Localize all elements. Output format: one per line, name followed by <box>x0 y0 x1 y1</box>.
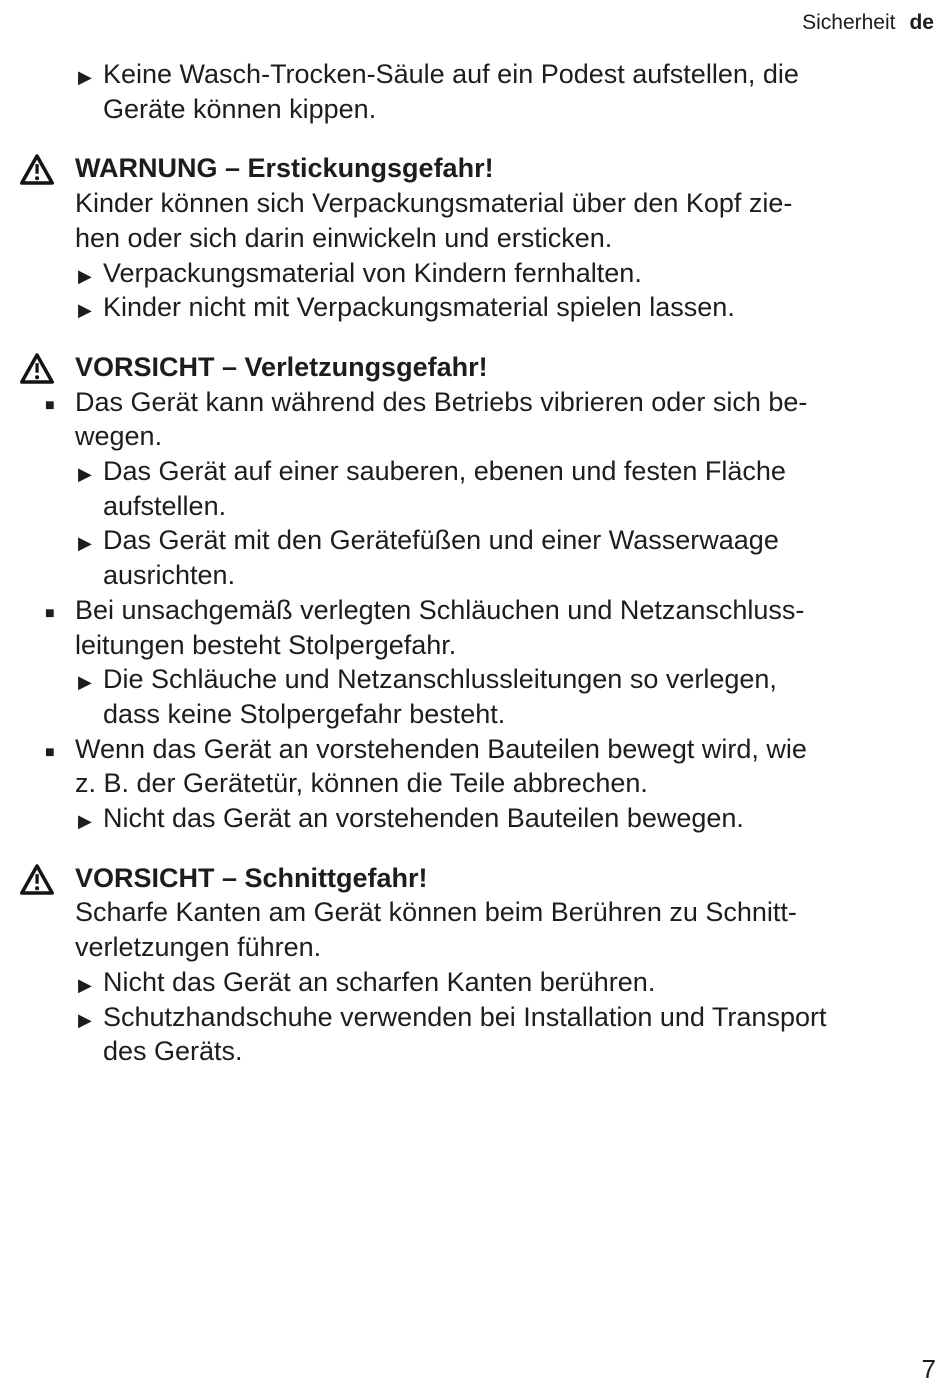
action-item <box>78 1000 950 1069</box>
action-item <box>78 801 950 836</box>
item-text-line: Bei unsachgemäß verlegten Schläuchen und Netzanschluss- <box>75 594 805 625</box>
square-bullet-icon: ■ <box>45 604 55 622</box>
header-section-label: Sicherheit <box>802 11 896 34</box>
action-text-line: Die Schläuche und Netzanschlussleitungen so verlegen, <box>103 664 777 695</box>
hazard-title: VORSICHT – Verletzungsgefahr! <box>75 351 488 382</box>
action-text-line: Nicht das Gerät an vorstehenden Bauteilen bewegen. <box>103 803 744 834</box>
item-text-line: leitungen besteht Stolpergefahr. <box>75 629 457 660</box>
action-arrow-icon: ▶ <box>78 464 92 485</box>
action-item <box>78 454 950 523</box>
item-text-line: wegen. <box>75 421 163 452</box>
page-content <box>0 57 950 1069</box>
warning-triangle-icon <box>20 864 54 904</box>
action-item <box>78 662 950 731</box>
action-item <box>78 290 950 325</box>
action-text-line: Verpackungsmaterial von Kindern fernhalten. <box>103 257 642 288</box>
action-text-line: ausrichten. <box>103 560 236 591</box>
action-item <box>78 523 950 592</box>
hazard-body-line: Kinder können sich Verpackungsmaterial über den Kopf zie- <box>75 188 793 219</box>
action-text-line: Nicht das Gerät an scharfen Kanten berühren. <box>103 966 656 997</box>
action-arrow-icon: ▶ <box>78 672 92 693</box>
action-arrow-icon: ▶ <box>78 265 92 286</box>
action-arrow-icon: ▶ <box>78 300 92 321</box>
hazard-body-line: Scharfe Kanten am Gerät können beim Berühren zu Schnitt- <box>75 897 797 928</box>
hazard-body-line: verletzungen führen. <box>75 932 322 963</box>
action-item <box>78 256 950 291</box>
action-text-line: aufstellen. <box>103 490 227 521</box>
action-text-line: Geräte können kippen. <box>103 93 377 124</box>
hazard-section-schnittgefahr <box>0 861 950 1069</box>
hazard-section-erstickungsgefahr <box>0 151 950 325</box>
action-text-line: Kinder nicht mit Verpackungsmaterial spielen lassen. <box>103 292 735 323</box>
warning-triangle-icon <box>20 154 54 194</box>
hazard-list-item <box>45 732 950 801</box>
action-text-line: Das Gerät mit den Gerätefüßen und einer Wasserwaage <box>103 525 779 556</box>
action-text-line: Schutzhandschuhe verwenden bei Installation und Transport <box>103 1001 827 1032</box>
action-text-line: des Geräts. <box>103 1036 243 1067</box>
action-text-line: Keine Wasch-Trocken-Säule auf ein Podest aufstellen, die <box>103 59 799 89</box>
hazard-section-verletzungsgefahr <box>0 350 950 836</box>
action-item <box>78 57 950 126</box>
square-bullet-icon: ■ <box>45 743 55 761</box>
action-arrow-icon: ▶ <box>78 533 92 554</box>
item-text-line: Wenn das Gerät an vorstehenden Bauteilen bewegt wird, wie <box>75 733 807 764</box>
hazard-title: WARNUNG – Erstickungsgefahr! <box>75 153 494 184</box>
action-text-line: Das Gerät auf einer sauberen, ebenen und festen Fläche <box>103 456 786 487</box>
hazard-title: VORSICHT – Schnittgefahr! <box>75 862 428 893</box>
square-bullet-icon: ■ <box>45 396 55 414</box>
action-arrow-icon: ▶ <box>78 1009 92 1030</box>
item-text-line: Das Gerät kann während des Betriebs vibrieren oder sich be- <box>75 386 808 417</box>
action-item <box>78 965 950 1000</box>
action-arrow-icon: ▶ <box>78 67 92 87</box>
warning-triangle-icon <box>20 353 54 393</box>
page-header <box>802 11 934 35</box>
action-arrow-icon: ▶ <box>78 811 92 832</box>
header-language-code: de <box>909 11 934 34</box>
action-arrow-icon: ▶ <box>78 974 92 995</box>
hazard-body-line: hen oder sich darin einwickeln und ersticken. <box>75 222 613 253</box>
hazard-list-item <box>45 385 950 454</box>
action-text-line: dass keine Stolpergefahr besteht. <box>103 698 506 729</box>
item-text-line: z. B. der Gerätetür, können die Teile abbrechen. <box>75 768 648 799</box>
page-number: 7 <box>921 1354 936 1384</box>
hazard-list-item <box>45 593 950 662</box>
